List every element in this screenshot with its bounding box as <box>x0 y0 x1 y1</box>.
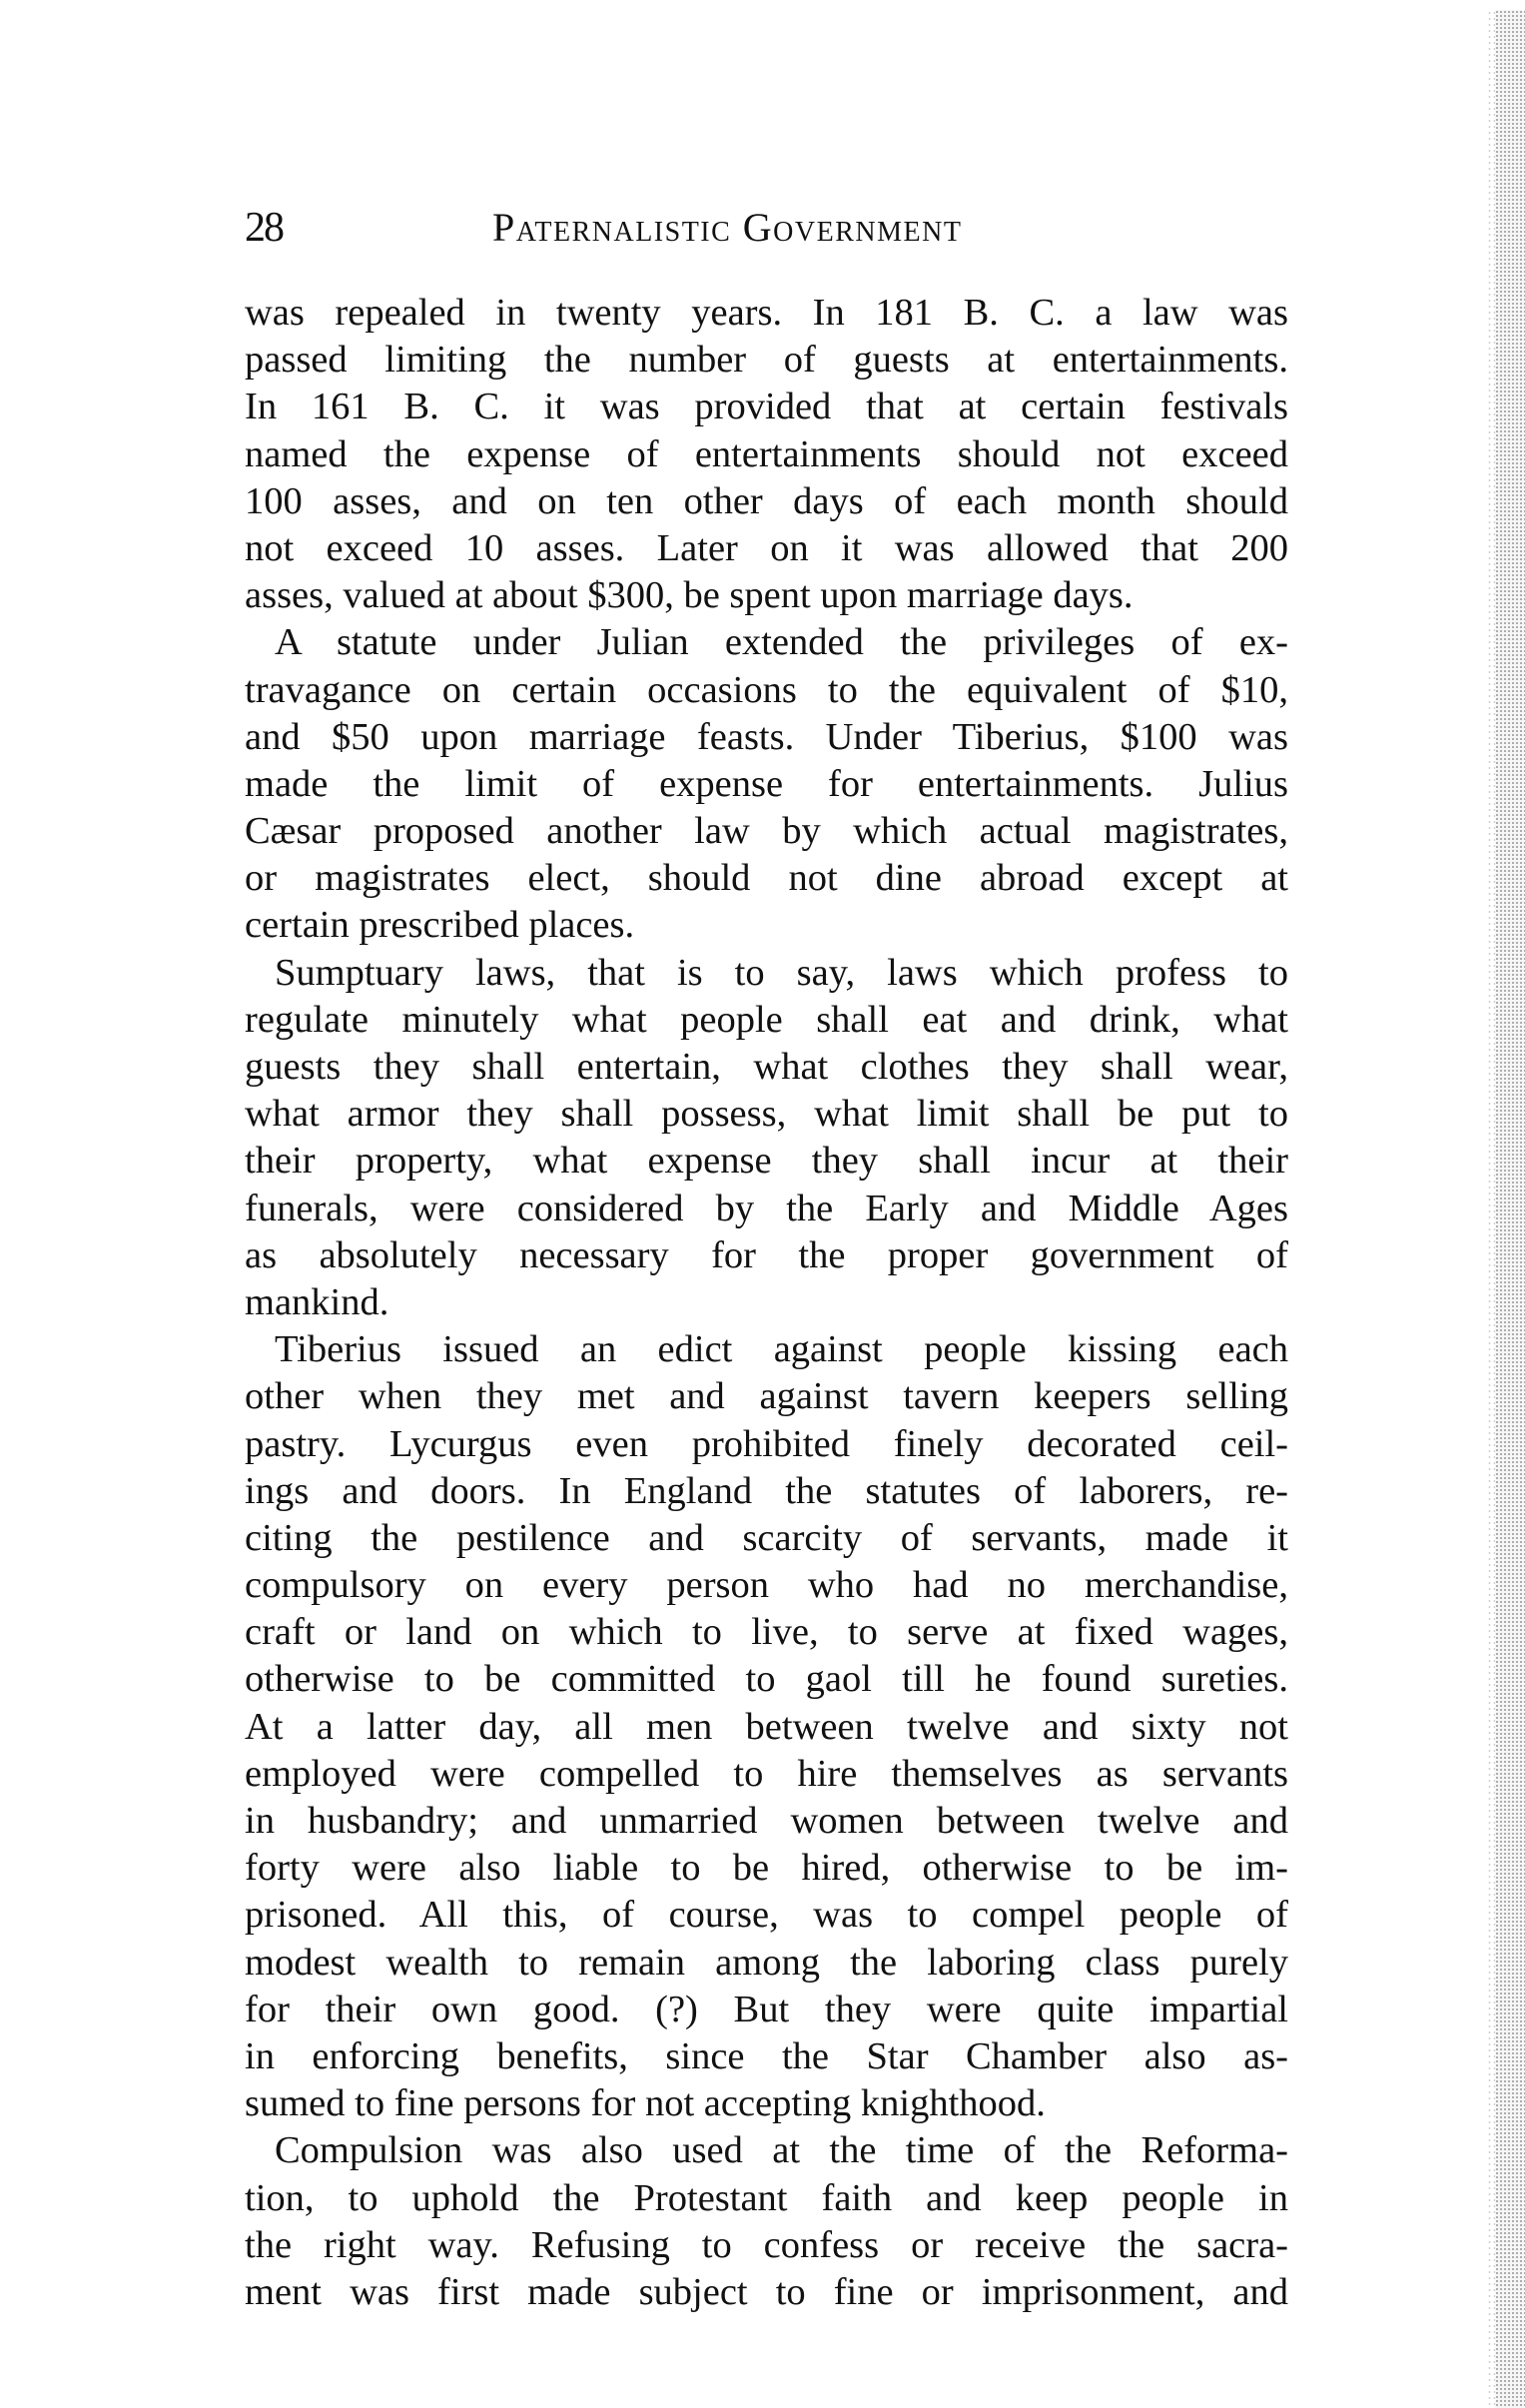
text-line: mankind. <box>245 1280 389 1323</box>
text-line: Compulsion was also used at the time of the Reforma- <box>275 2129 1288 2172</box>
text-line: what armor they shall possess, what limit shall be put to <box>245 1093 1288 1136</box>
text-line: sumed to fine persons for not accepting knighthood. <box>245 2082 1046 2125</box>
text-line: Sumptuary laws, that is to say, laws which profess to <box>275 951 1288 994</box>
text-line: funerals, were considered by the Early and Middle Ages <box>245 1187 1288 1229</box>
text-line: for their own good. (?) But they were quite impartial <box>245 1988 1288 2030</box>
text-line: tion, to uphold the Protestant faith and keep people in <box>245 2176 1288 2219</box>
text-line: modest wealth to remain among the laboring class purely <box>245 1941 1288 1984</box>
text-line: other when they met and against tavern keepers selling <box>245 1375 1288 1418</box>
text-line: travagance on certain occasions to the equivalent of $10, <box>245 668 1288 711</box>
text-line: prisoned. All this, of course, was to compel people of <box>245 1894 1288 1937</box>
text-line: At a latter day, all men between twelve and sixty not <box>245 1705 1288 1748</box>
text-line: employed were compelled to hire themselves as servants <box>245 1752 1288 1795</box>
text-line: passed limiting the number of guests at entertainments. <box>245 339 1288 382</box>
text-line: their property, what expense they shall incur at their <box>245 1140 1288 1183</box>
text-line: A statute under Julian extended the privileges of ex- <box>275 621 1288 664</box>
paragraph <box>245 619 1288 949</box>
text-line: guests they shall entertain, what clothes they shall wear, <box>245 1046 1288 1088</box>
text-line: forty were also liable to be hired, otherwise to be im- <box>245 1847 1288 1890</box>
text-line: named the expense of entertainments should not exceed <box>245 432 1288 475</box>
running-title: Paternalistic Government <box>492 205 963 250</box>
page-edge-shading <box>1495 10 1525 2408</box>
text-line: In 161 B. C. it was provided that at certain festivals <box>245 386 1288 428</box>
page-number: 28 <box>245 205 283 251</box>
text-line: the right way. Refusing to confess or receive the sacra- <box>245 2223 1288 2266</box>
text-line: asses, valued at about $300, be spent upon marriage days. <box>245 574 1134 617</box>
text-line: in husbandry; and unmarried women between twelve and <box>245 1800 1288 1842</box>
text-line: certain prescribed places. <box>245 904 635 947</box>
text-line: as absolutely necessary for the proper government of <box>245 1233 1288 1276</box>
text-line: regulate minutely what people shall eat and drink, what <box>245 998 1288 1041</box>
text-line: Cæsar proposed another law by which actual magistrates, <box>245 810 1288 853</box>
text-line: not exceed 10 asses. Later on it was allowed that 200 <box>245 526 1288 569</box>
text-line: craft or land on which to live, to serve at fixed wages, <box>245 1611 1288 1654</box>
body-text <box>245 290 1288 2316</box>
text-line: and $50 upon marriage feasts. Under Tiberius, $100 was <box>245 715 1288 758</box>
paragraph <box>245 290 1288 619</box>
text-line: compulsory on every person who had no merchandise, <box>245 1564 1288 1607</box>
paragraph <box>245 950 1288 1327</box>
text-line: or magistrates elect, should not dine abroad except at <box>245 857 1288 900</box>
text-line: pastry. Lycurgus even prohibited finely decorated ceil- <box>245 1422 1288 1465</box>
text-line: citing the pestilence and scarcity of servants, made it <box>245 1516 1288 1559</box>
text-line: ment was first made subject to fine or imprisonment, and <box>245 2270 1288 2313</box>
text-line: made the limit of expense for entertainments. Julius <box>245 762 1288 805</box>
text-line: Tiberius issued an edict against people kissing each <box>275 1328 1288 1371</box>
text-line: ings and doors. In England the statutes of laborers, re- <box>245 1469 1288 1512</box>
text-line: otherwise to be committed to gaol till he found sureties. <box>245 1658 1288 1701</box>
text-line: was repealed in twenty years. In 181 B. C. a law was <box>245 292 1288 334</box>
text-line: in enforcing benefits, since the Star Chamber also as- <box>245 2034 1288 2077</box>
paragraph <box>245 2127 1288 2316</box>
text-line: 100 asses, and on ten other days of each month should <box>245 479 1288 522</box>
running-head <box>245 206 1288 250</box>
paragraph <box>245 1326 1288 2127</box>
